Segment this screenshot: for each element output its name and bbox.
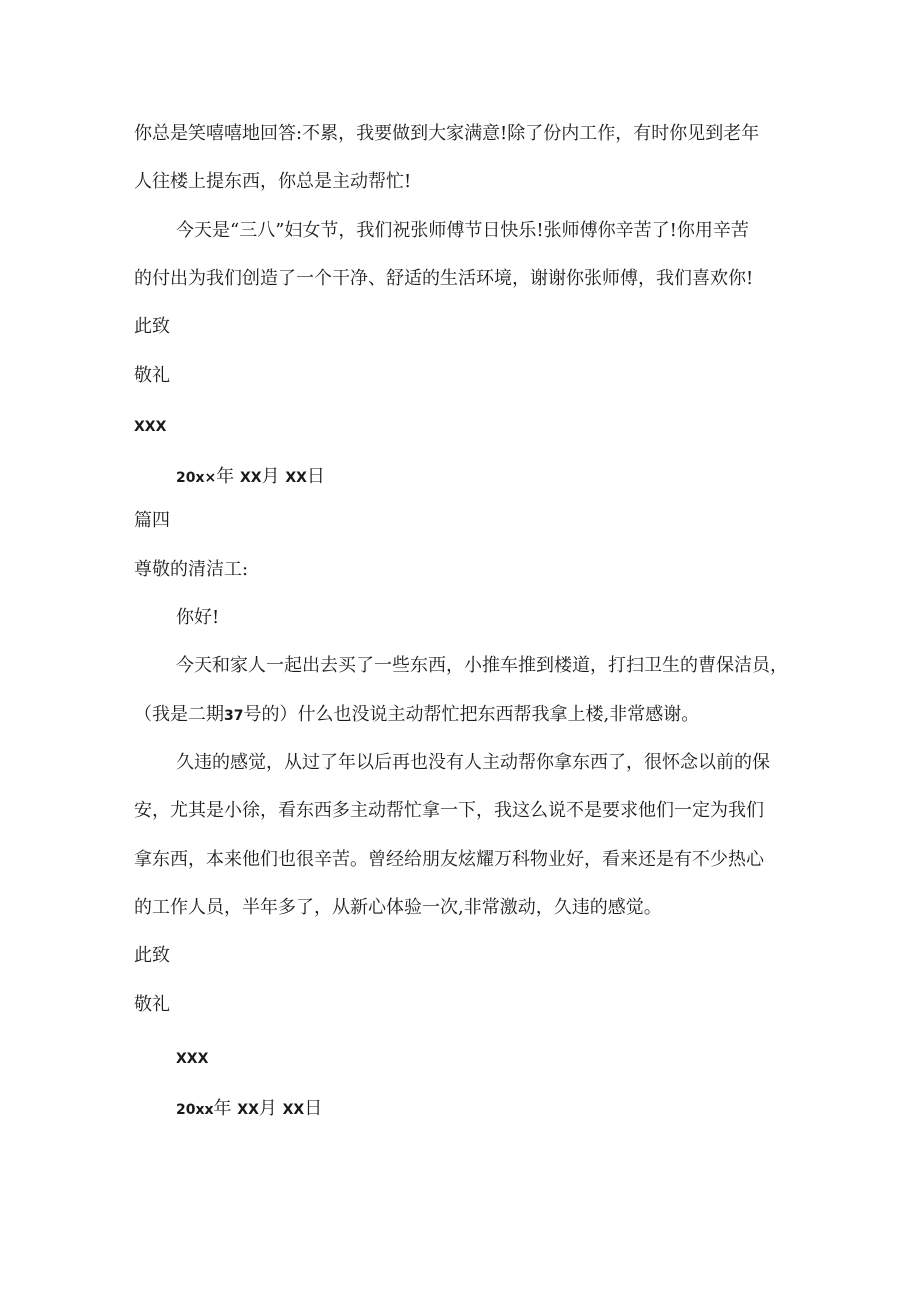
letter3-date-month-char: 月 — [261, 466, 280, 487]
letter4-date-year: 20xx — [176, 1102, 214, 1118]
letter3-date-year-char: 年 — [216, 466, 235, 487]
letter3-paragraph1-line1: 你总是笑嘻嘻地回答:不累，我要做到大家满意!除了份内工作，有时你见到老年 — [134, 123, 760, 144]
letter4-date-day-char: 日 — [304, 1098, 323, 1119]
letter3-date — [176, 465, 325, 490]
letter4-paragraph2-line4: 的工作人员，半年多了，从新心体验一次,非常激动，久违的感觉。 — [134, 897, 662, 918]
letter4-closing-1: 此致 — [134, 945, 170, 966]
letter3-date-day: XX — [285, 470, 307, 486]
letter3-paragraph2-line2: 的付出为我们创造了一个干净、舒适的生活环境，谢谢你张师傅，我们喜欢你! — [134, 268, 754, 289]
letter4-closing-2: 敬礼 — [134, 994, 170, 1015]
letter4-date-day: XX — [282, 1102, 305, 1118]
letter4-paragraph2-line3: 拿东西，本来他们也很辛苦。曾经给朋友炫耀万科物业好，看来还是有不少热心 — [134, 849, 764, 870]
letter4-date-year-char: 年 — [213, 1098, 232, 1119]
letter4-paragraph1-line1: 今天和家人一起出去买了一些东西，小推车推到楼道，打扫卫生的曹保洁员， — [176, 655, 788, 676]
letter3-date-month: XX — [239, 470, 262, 486]
letter3-paragraph2-line1: 今天是“三八”妇女节，我们祝张师傅节日快乐!张师傅你辛苦了!你用辛苦 — [176, 220, 749, 241]
letter4-salutation: 尊敬的清洁工: — [134, 559, 249, 580]
letter4-paragraph1-number: 37 — [224, 708, 244, 724]
letter3-date-year: 20x× — [176, 470, 217, 486]
letter4-paragraph1-line2 — [134, 703, 699, 728]
letter3-signature: XXX — [134, 419, 167, 435]
letter4-heading: 篇四 — [134, 510, 170, 531]
letter3-paragraph1-line2: 人往楼上提东西，你总是主动帮忙! — [134, 171, 412, 192]
letter4-paragraph2-line1: 久违的感觉，从过了年以后再也没有人主动帮你拿东西了，很怀念以前的保 — [176, 752, 770, 773]
letter4-paragraph2-line2: 安，尤其是小徐，看东西多主动帮忙拿一下，我这么说不是要求他们一定为我们 — [134, 800, 764, 821]
letter3-closing-2: 敬礼 — [134, 365, 170, 386]
letter4-paragraph1-line2-start: （我是二期 — [134, 704, 224, 725]
letter4-date-month-char: 月 — [258, 1098, 277, 1119]
letter4-signature: XXX — [176, 1051, 209, 1067]
letter4-paragraph1-line2-end: 号的）什么也没说主动帮忙把东西帮我拿上楼,非常感谢。 — [243, 704, 700, 725]
letter3-date-day-char: 日 — [306, 466, 325, 487]
letter4-date — [176, 1097, 322, 1122]
letter3-closing-1: 此致 — [134, 316, 170, 337]
letter4-greeting: 你好! — [176, 607, 220, 628]
letter4-date-month: XX — [237, 1102, 259, 1118]
